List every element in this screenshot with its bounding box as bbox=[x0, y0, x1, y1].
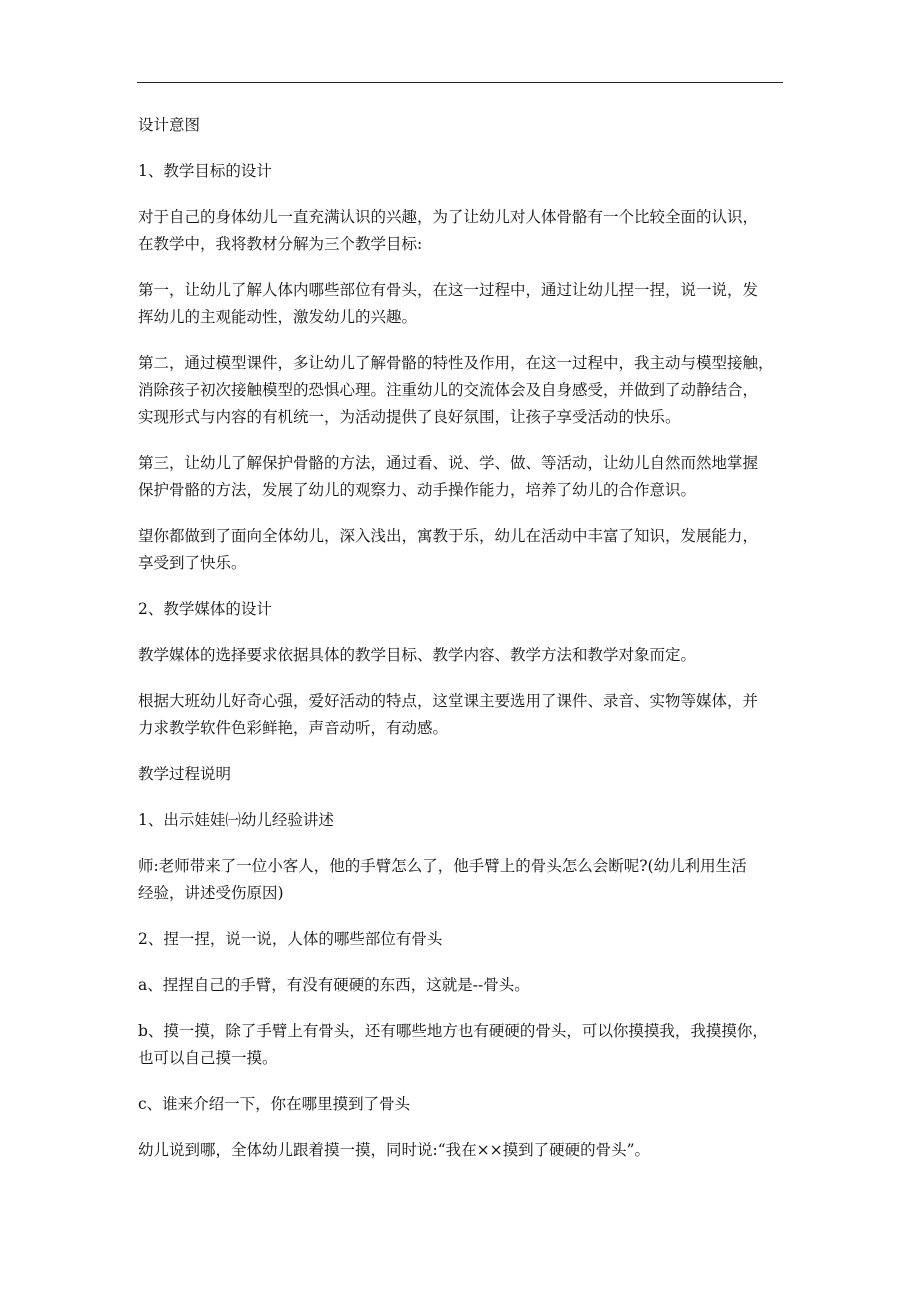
paragraph-media-choice: 根据大班幼儿好奇心强，爱好活动的特点，这堂课主要选用了课件、录音、实物等媒体，并 力求教学软件色彩鲜艳，声音动听，有动感。 bbox=[138, 692, 759, 737]
heading-process-description: 教学过程说明 bbox=[138, 765, 232, 783]
paragraph-goal-first: 第一，让幼儿了解人体内哪些部位有骨头，在这一过程中，通过让幼儿捏一捏，说一说，发 挥幼儿的主观能动性，激发幼儿的兴趣。 bbox=[138, 281, 759, 326]
document-body bbox=[138, 112, 788, 1183]
header-rule bbox=[137, 82, 783, 83]
paragraph-goal-third: 第三，让幼儿了解保护骨骼的方法，通过看、说、学、做、等活动，让幼儿自然而然地掌握 保护骨骼的方法，发展了幼儿的观察力、动手操作能力，培养了幼儿的合作意识。 bbox=[138, 454, 759, 499]
paragraph-intro: 对于自己的身体幼儿一直充满认识的兴趣，为了让幼儿对人体骨骼有一个比较全面的认识， 在教学中，我将教材分解为三个教学目标: bbox=[138, 208, 759, 253]
heading-design-intent: 设计意图 bbox=[138, 116, 201, 134]
paragraph-teacher-question: 师:老师带来了一位小客人，他的手臂怎么了，他手臂上的骨头怎么会断呢?(幼儿利用生活 经验，讲述受伤原因) bbox=[138, 857, 747, 902]
paragraph-media-selection: 教学媒体的选择要求依据具体的教学目标、教学内容、教学方法和教学对象而定。 bbox=[138, 646, 697, 664]
paragraph-goal-second: 第二，通过模型课件，多让幼儿了解骨骼的特性及作用，在这一过程中，我主动与模型接触， 消除孩子初次接触模型的恐惧心理。注重幼儿的交流体会及自身感受，并做到了动静结合， 实现形式与内容的有机统一，为活动提供了良好氛围，让孩子享受活动的快乐。 bbox=[138, 354, 774, 426]
list-item-b: b、摸一摸，除了手臂上有骨头，还有哪些地方也有硬硬的骨头，可以你摸摸我，我摸摸你， 也可以自己摸一摸。 bbox=[138, 1022, 768, 1067]
paragraph-summary: 望你都做到了面向全体幼儿，深入浅出，寓教于乐，幼儿在活动中丰富了知识，发展能力， 享受到了快乐。 bbox=[138, 527, 759, 572]
paragraph-children-follow: 幼儿说到哪，全体幼儿跟着摸一摸，同时说:“我在××摸到了硬硬的骨头”。 bbox=[138, 1141, 651, 1159]
list-item-a: a、捏捏自己的手臂，有没有硬硬的东西，这就是--骨头。 bbox=[138, 976, 530, 994]
step-show-doll: 1、出示娃娃㈠幼儿经验讲述 bbox=[138, 811, 334, 829]
heading-media-design: 2、教学媒体的设计 bbox=[138, 600, 272, 618]
list-item-c: c、谁来介绍一下，你在哪里摸到了骨头 bbox=[138, 1095, 411, 1113]
heading-teaching-goal-design: 1、教学目标的设计 bbox=[138, 162, 272, 180]
step-pinch-and-tell: 2、捏一捏，说一说，人体的哪些部位有骨头 bbox=[138, 930, 443, 948]
